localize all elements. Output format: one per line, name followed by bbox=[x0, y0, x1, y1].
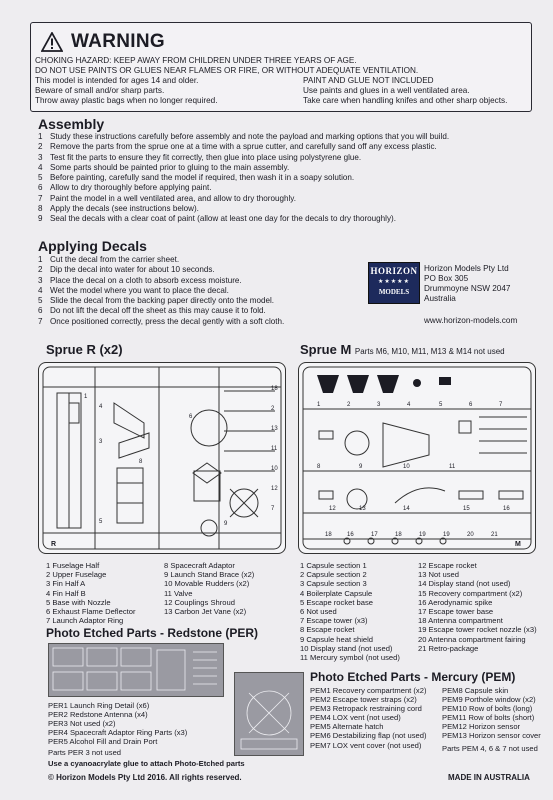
list-item: 20 Antenna compartment fairing bbox=[418, 634, 526, 644]
list-item: 4 Wet the model where you want to place the decal. bbox=[38, 285, 229, 295]
list-item: 12 Escape rocket bbox=[418, 561, 477, 570]
list-item: PEM4 LOX vent (not used) bbox=[310, 713, 401, 723]
part-number: 7 bbox=[499, 402, 503, 408]
made-in-australia: MADE IN AUSTRALIA bbox=[448, 773, 530, 782]
pem-parts-right bbox=[442, 686, 541, 741]
part-number: 21 bbox=[491, 532, 498, 538]
sprue-r-parts-right bbox=[164, 561, 254, 616]
per-fret-drawing bbox=[49, 644, 223, 696]
list-item: 6 Not used bbox=[300, 606, 337, 616]
warning-right-3: Take care when handling knifes and other sharp objects. bbox=[303, 96, 508, 105]
list-item: 16 Aerodynamic spike bbox=[418, 597, 493, 607]
list-item: 7 Paint the model in a well ventilated area, and allow to dry thoroughly. bbox=[38, 193, 296, 203]
part-number: 5 bbox=[439, 402, 443, 408]
part-number: 2 bbox=[347, 402, 351, 408]
part-number: 3 bbox=[99, 439, 103, 445]
sprue-r-drawing bbox=[39, 363, 285, 553]
part-number: 6 bbox=[469, 402, 473, 408]
list-item: PER3 Not used (x2) bbox=[48, 719, 116, 729]
warning-right-2: Use paints and glues in a well ventilated area. bbox=[303, 86, 470, 95]
logo-stars-icon: ★★★★★ bbox=[378, 279, 410, 285]
list-item: 7 Launch Adaptor Ring bbox=[46, 616, 124, 626]
list-item: 13 Carbon Jet Vane (x2) bbox=[164, 606, 247, 616]
list-item: 2 Dip the decal into water for about 10 seconds. bbox=[38, 265, 215, 275]
list-item: 18 Antenna compartment bbox=[418, 616, 503, 626]
list-item: PEM10 Row of bolts (long) bbox=[442, 704, 533, 714]
part-number: 6 bbox=[189, 414, 193, 420]
pem-fret-drawing bbox=[235, 673, 303, 755]
list-item: 8 Spacecraft Adaptor bbox=[164, 561, 235, 570]
warning-left-3: Throw away plastic bags when no longer required. bbox=[35, 96, 218, 105]
list-item: 1 Study these instructions carefully before assembly and note the payload and marking options that you will build. bbox=[38, 132, 450, 141]
list-item: 5 Escape rocket base bbox=[300, 597, 374, 607]
list-item: 7 Once positioned correctly, press the decal gently with a soft cloth. bbox=[38, 316, 285, 326]
part-number: 4 bbox=[99, 404, 103, 410]
sprue-r-title: Sprue R (x2) bbox=[46, 342, 123, 357]
part-number: 18 bbox=[325, 532, 332, 538]
list-item: PEM7 LOX vent cover (not used) bbox=[310, 740, 422, 750]
per-not-used-note: Parts PER 3 not used bbox=[48, 748, 122, 757]
list-item: 6 Do not lift the decal off the sheet as this may cause it to fold. bbox=[38, 306, 266, 316]
part-number: 8 bbox=[139, 459, 143, 465]
per-title: Photo Etched Parts - Redstone (PER) bbox=[46, 626, 259, 640]
list-item: 15 Recovery compartment (x2) bbox=[418, 588, 523, 598]
sprue-tag: M bbox=[515, 541, 521, 548]
per-parts-list bbox=[48, 701, 187, 746]
part-number: 9 bbox=[359, 464, 363, 470]
list-item: PEM13 Horizon sensor cover bbox=[442, 731, 541, 741]
assembly-heading: Assembly bbox=[38, 116, 105, 132]
part-number: 11 bbox=[271, 446, 278, 452]
decal-steps bbox=[38, 255, 284, 327]
warning-line-1: CHOKING HAZARD: KEEP AWAY FROM CHILDREN UNDER THREE YEARS OF AGE. bbox=[35, 56, 357, 65]
pem-title: Photo Etched Parts - Mercury (PEM) bbox=[310, 670, 516, 684]
list-item: PEM12 Horizon sensor bbox=[442, 722, 521, 732]
assembly-steps bbox=[38, 132, 449, 225]
list-item: 5 Before painting, carefully sand the model if required, then wash it in a soapy solution. bbox=[38, 173, 355, 183]
list-item: 4 Some parts should be painted prior to gluing to the main assembly. bbox=[38, 162, 290, 172]
list-item: 2 Remove the parts from the sprue one at a time with a sprue cutter, and carefully sand off any excess plastic. bbox=[38, 142, 437, 152]
list-item: PER2 Redstone Antenna (x4) bbox=[48, 710, 148, 720]
copyright: © Horizon Models Pty Ltd 2016. All rights reserved. bbox=[48, 773, 242, 782]
part-number: 9 bbox=[224, 521, 228, 527]
part-number: 18 bbox=[395, 532, 402, 538]
list-item: 13 Not used bbox=[418, 570, 459, 580]
warning-right-1: PAINT AND GLUE NOT INCLUDED bbox=[303, 76, 434, 85]
address-line: Drummoyne NSW 2047 bbox=[424, 284, 511, 293]
part-number: 19 bbox=[443, 532, 450, 538]
warning-left-1: This model is intended for ages 14 and older. bbox=[35, 76, 199, 85]
part-number: 12 bbox=[271, 486, 278, 492]
list-item: PEM9 Porthole window (x2) bbox=[442, 695, 536, 705]
warning-title: WARNING bbox=[71, 31, 165, 52]
list-item: 9 Capsule heat shield bbox=[300, 634, 374, 644]
sprue-tag: R bbox=[51, 541, 57, 548]
list-item: 3 Capsule section 3 bbox=[300, 579, 367, 589]
warning-triangle-icon bbox=[41, 32, 63, 52]
list-item: 12 Couplings Shroud bbox=[164, 597, 235, 607]
part-number: 2 bbox=[271, 406, 275, 412]
list-item: 6 Exhaust Flame Deflector bbox=[46, 606, 136, 616]
list-item: 4 Fin Half B bbox=[46, 588, 86, 598]
address-line: PO Box 305 bbox=[424, 274, 469, 283]
list-item: PER1 Launch Ring Detail (x6) bbox=[48, 701, 150, 710]
list-item: 1 Cut the decal from the carrier sheet. bbox=[38, 255, 180, 264]
warning-header bbox=[41, 31, 165, 53]
list-item: 10 Display stand (not used) bbox=[300, 643, 393, 653]
list-item: PER4 Spacecraft Adaptor Ring Parts (x3) bbox=[48, 728, 188, 738]
part-number: 3 bbox=[377, 402, 381, 408]
sprue-m-parts-right bbox=[418, 561, 537, 653]
list-item: 17 Escape tower base bbox=[418, 606, 494, 616]
decals-heading: Applying Decals bbox=[38, 238, 147, 254]
address-line: Australia bbox=[424, 294, 456, 303]
list-item: 3 Place the decal on a cloth to absorb excess moisture. bbox=[38, 275, 242, 285]
part-number: 4 bbox=[407, 402, 411, 408]
list-item: 5 Base with Nozzle bbox=[46, 597, 111, 607]
list-item: PEM1 Recovery compartment (x2) bbox=[310, 686, 427, 695]
part-number: 8 bbox=[317, 464, 321, 470]
part-number: 10 bbox=[271, 466, 278, 472]
part-number: 7 bbox=[271, 506, 275, 512]
list-item: 4 Boilerplate Capsule bbox=[300, 588, 373, 598]
address-line: Horizon Models Pty Ltd bbox=[424, 264, 509, 273]
list-item: PER5 Alcohol Fill and Drain Port bbox=[48, 737, 158, 747]
list-item: 8 Apply the decals (see instructions below). bbox=[38, 204, 199, 214]
list-item: 10 Movable Rudders (x2) bbox=[164, 579, 250, 589]
part-number: 18 bbox=[271, 386, 278, 392]
pem-not-used-note: Parts PEM 4, 6 & 7 not used bbox=[442, 744, 538, 753]
sprue-m-drawing bbox=[299, 363, 535, 553]
part-number: 1 bbox=[84, 394, 88, 400]
part-number: 13 bbox=[271, 426, 278, 432]
list-item: 2 Upper Fuselage bbox=[46, 570, 107, 580]
list-item: 3 Fin Half A bbox=[46, 579, 86, 589]
list-item: PEM5 Alternate hatch bbox=[310, 722, 384, 732]
part-number: 13 bbox=[359, 506, 366, 512]
list-item: 6 Allow to dry thoroughly before applying paint. bbox=[38, 183, 212, 193]
sprue-m-diagram bbox=[298, 362, 536, 554]
part-number: 16 bbox=[347, 532, 354, 538]
pem-parts-left bbox=[310, 686, 427, 750]
list-item: 21 Retro-package bbox=[418, 643, 479, 653]
list-item: PEM11 Row of bolts (short) bbox=[442, 713, 535, 723]
website-link[interactable]: www.horizon-models.com bbox=[424, 316, 518, 325]
list-item: 1 Capsule section 1 bbox=[300, 561, 367, 570]
list-item: 5 Slide the decal from the backing paper directly onto the model. bbox=[38, 296, 275, 306]
list-item: 7 Escape tower (x3) bbox=[300, 616, 368, 626]
per-fret-image bbox=[48, 643, 224, 697]
sprue-m-title: Sprue M Parts M6, M10, M11, M13 & M14 not used bbox=[300, 342, 505, 357]
sprue-m-subtitle: Parts M6, M10, M11, M13 & M14 not used bbox=[354, 347, 505, 356]
warning-left-2: Beware of small and/or sharp parts. bbox=[35, 86, 165, 95]
part-number: 1 bbox=[317, 402, 321, 408]
part-number: 17 bbox=[371, 532, 378, 538]
list-item: PEM2 Escape tower straps (x2) bbox=[310, 695, 417, 705]
part-number: 5 bbox=[99, 519, 103, 525]
list-item: PEM3 Retropack restraining cord bbox=[310, 704, 422, 714]
sprue-r-diagram bbox=[38, 362, 286, 554]
list-item: 19 Escape tower rocket nozzle (x3) bbox=[418, 625, 537, 635]
list-item: 11 Valve bbox=[164, 588, 193, 598]
glue-note: Use a cyanoacrylate glue to attach Photo-Etched parts bbox=[48, 759, 245, 768]
list-item: PEM8 Capsule skin bbox=[442, 686, 509, 695]
list-item: 11 Mercury symbol (not used) bbox=[300, 652, 400, 662]
part-number: 14 bbox=[403, 506, 410, 512]
list-item: 9 Seal the decals with a clear coat of paint (allow at least one day for the decals to dry thoroughly). bbox=[38, 214, 396, 224]
part-number: 12 bbox=[329, 506, 336, 512]
warning-box bbox=[30, 22, 532, 112]
part-number: 15 bbox=[463, 506, 470, 512]
list-item: 8 Escape rocket bbox=[300, 625, 355, 635]
list-item: 2 Capsule section 2 bbox=[300, 570, 367, 580]
part-number: 20 bbox=[467, 532, 474, 538]
list-item: 9 Launch Stand Brace (x2) bbox=[164, 570, 255, 580]
horizon-models-logo: HORIZON ★★★★★ MODELS bbox=[368, 262, 420, 304]
list-item: 1 Fuselage Half bbox=[46, 561, 100, 570]
sprue-r-parts-left bbox=[46, 561, 135, 625]
warning-line-2: DO NOT USE PAINTS OR GLUES NEAR FLAMES OR FIRE, OR WITHOUT ADEQUATE VENTILATION. bbox=[35, 66, 419, 75]
list-item: 3 Test fit the parts to ensure they fit correctly, then glue into place using polystyrene glue. bbox=[38, 152, 362, 162]
list-item: 14 Display stand (not used) bbox=[418, 579, 511, 589]
part-number: 19 bbox=[419, 532, 426, 538]
part-number: 10 bbox=[403, 464, 410, 470]
part-number: 16 bbox=[503, 506, 510, 512]
list-item: PEM6 Destabilizing flap (not used) bbox=[310, 731, 427, 741]
sprue-m-parts-left bbox=[300, 561, 400, 662]
part-number: 11 bbox=[449, 464, 456, 470]
pem-fret-image bbox=[234, 672, 304, 756]
